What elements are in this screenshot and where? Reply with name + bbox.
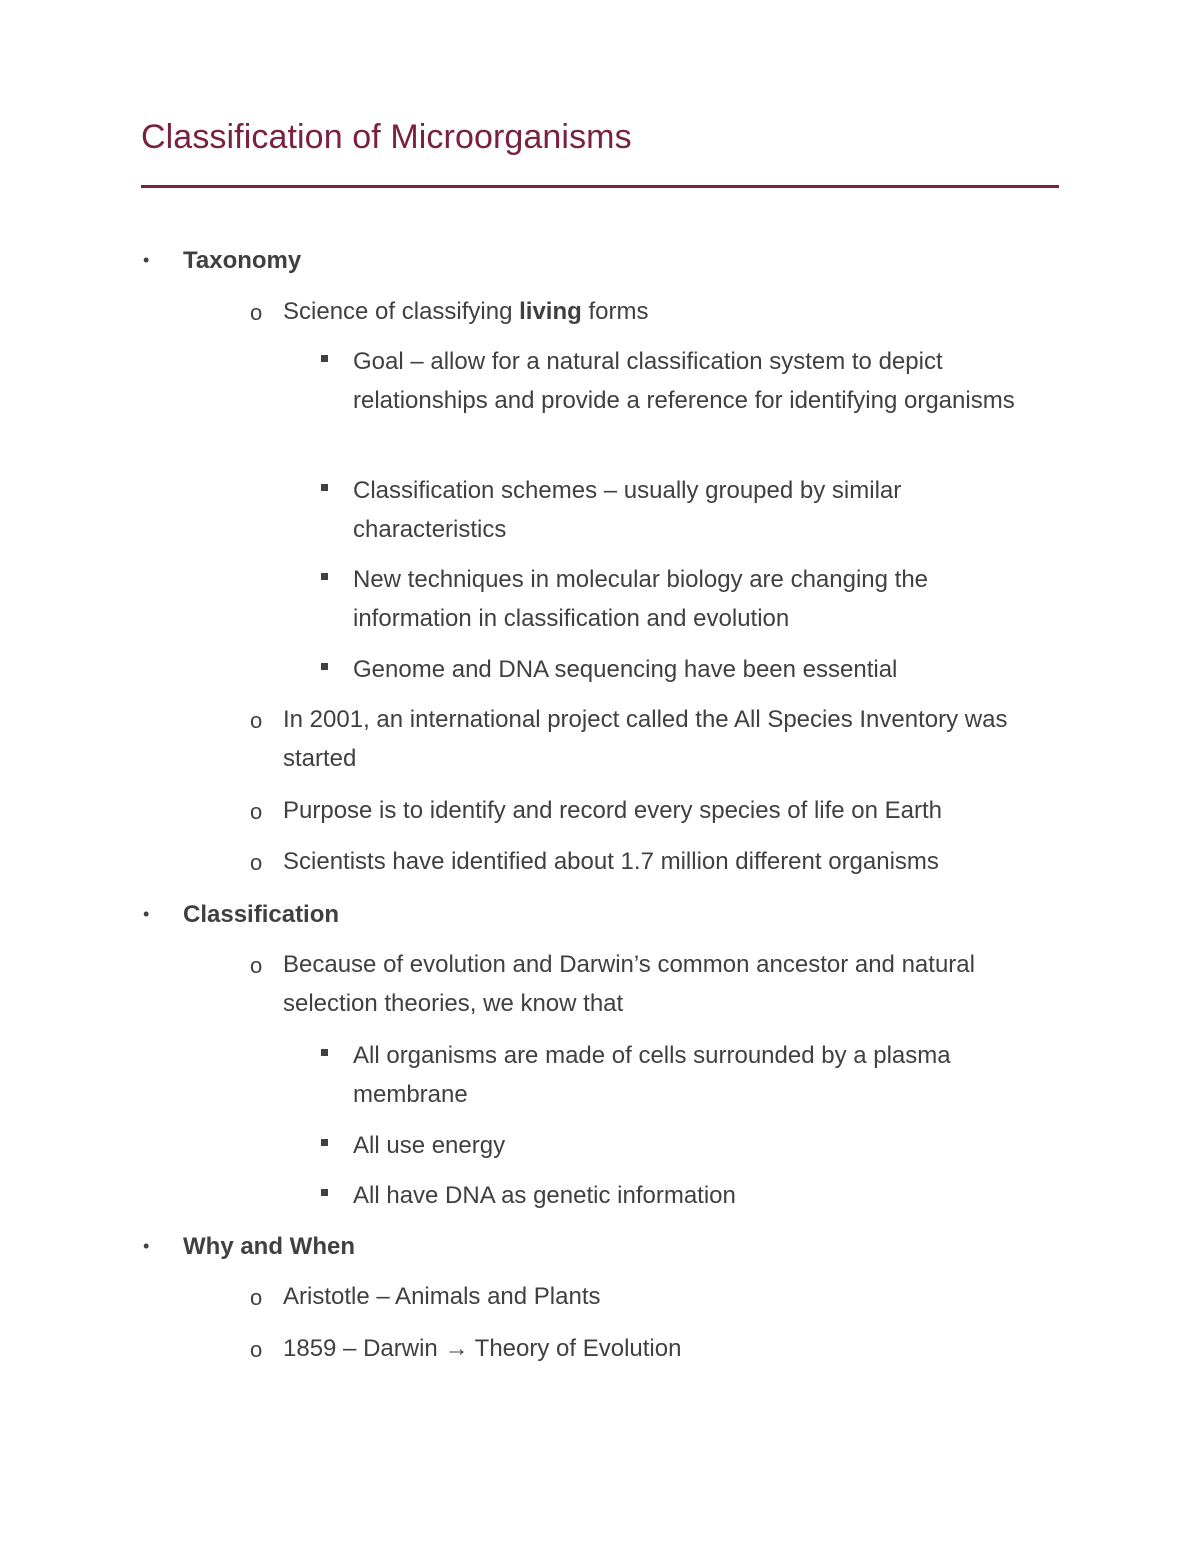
- list-subitem-all-have-dna: All have DNA as genetic information: [353, 1182, 736, 1209]
- list-subitem-classification-schemes: Classification schemes – usually grouped by similar characteristics: [353, 477, 902, 543]
- square-bullet-icon: [321, 1189, 328, 1196]
- emphasis-living: living: [519, 298, 582, 325]
- right-arrow-icon: →: [444, 1335, 469, 1362]
- square-bullet-icon: [321, 573, 328, 580]
- list-item-text: forms: [581, 298, 649, 325]
- list-item-aristotle: Aristotle – Animals and Plants: [283, 1283, 601, 1310]
- list-item-darwin: [283, 1329, 681, 1368]
- sub-bullet-marker: o: [250, 799, 263, 824]
- list-subitem-new-techniques: New techniques in molecular biology are changing the information in classification and evolution: [353, 566, 929, 632]
- list-item-because-of-evolution: Because of evolution and Darwin’s common ancestor and natural selection theories, we know that: [283, 951, 975, 1017]
- square-bullet-icon: [321, 1049, 328, 1056]
- sub-bullet-marker: o: [250, 1337, 263, 1362]
- square-bullet-icon: [321, 355, 328, 362]
- section-heading-why-and-when: Why and When: [183, 1233, 355, 1260]
- sub-bullet-marker: o: [250, 953, 263, 978]
- square-bullet-icon: [321, 1139, 328, 1146]
- list-subitem-all-use-energy: All use energy: [353, 1132, 506, 1159]
- list-item-science-of-classifying: [283, 292, 648, 331]
- list-subitem-genome: Genome and DNA sequencing have been essential: [353, 656, 898, 683]
- list-item-all-species-inventory: In 2001, an international project called the All Species Inventory was started: [283, 706, 1008, 772]
- list-item-scientists-identified: Scientists have identified about 1.7 million different organisms: [283, 848, 939, 875]
- section-heading-classification: Classification: [183, 901, 340, 928]
- bullet-marker: •: [143, 904, 150, 924]
- list-subitem-goal: Goal – allow for a natural classification system to depict relationships and provide a reference for identifying organisms: [353, 348, 1015, 414]
- square-bullet-icon: [321, 663, 328, 670]
- square-bullet-icon: [321, 484, 328, 491]
- sub-bullet-marker: o: [250, 708, 263, 733]
- bullet-marker: •: [143, 250, 150, 270]
- list-item-text: 1859 – Darwin: [283, 1335, 445, 1362]
- sub-bullet-marker: o: [250, 300, 263, 325]
- list-subitem-all-organisms-cells: All organisms are made of cells surrounded by a plasma membrane: [353, 1042, 951, 1108]
- bullet-marker: •: [143, 1236, 150, 1256]
- list-item-text: Theory of Evolution: [468, 1335, 682, 1362]
- sub-bullet-marker: o: [250, 1285, 263, 1310]
- section-heading-taxonomy: Taxonomy: [183, 247, 302, 274]
- list-item-purpose: Purpose is to identify and record every species of life on Earth: [283, 797, 943, 824]
- page-title: Classification of Microorganisms: [141, 118, 632, 156]
- list-item-text: Science of classifying: [283, 298, 520, 325]
- title-underline: [141, 185, 1059, 188]
- sub-bullet-marker: o: [250, 850, 263, 875]
